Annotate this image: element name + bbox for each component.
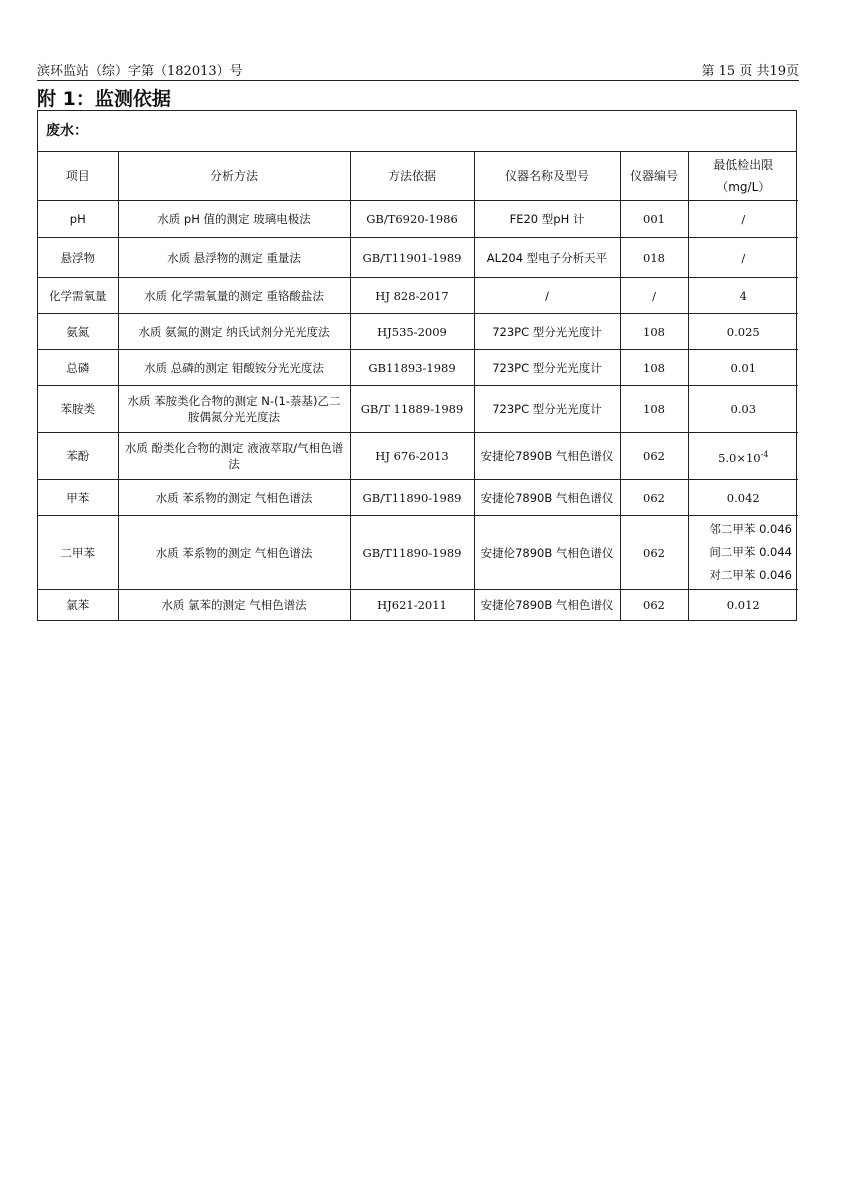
table-row [38,516,798,590]
cell-instrument: 723PC 型分光光度计 [474,350,620,386]
header-method: 分析方法 [118,152,350,201]
header-basis: 方法依据 [350,152,474,201]
method-table [38,152,798,620]
table-row [38,590,798,620]
table-row [38,238,798,278]
cell-number: 062 [620,480,688,516]
cell-number: 108 [620,350,688,386]
limit-ortho-xylene: 邻二甲苯 0.046 [709,522,792,536]
table-row [38,314,798,350]
cell-basis: GB/T11890-1989 [350,480,474,516]
cell-basis: HJ535-2009 [350,314,474,350]
cell-method: 水质 氨氮的测定 纳氏试剂分光光度法 [118,314,350,350]
header-limit-unit: （mg/L） [716,180,771,194]
cell-instrument: 安捷伦7890B 气相色谱仪 [474,516,620,590]
table-row [38,480,798,516]
cell-basis: HJ 828-2017 [350,278,474,314]
cell-limit: 0.03 [688,386,798,433]
table-row [38,386,798,433]
cell-basis: GB/T11890-1989 [350,516,474,590]
cell-method: 水质 总磷的测定 钼酸铵分光光度法 [118,350,350,386]
cell-limit: / [688,201,798,238]
cell-basis: GB/T11901-1989 [350,238,474,278]
cell-limit [688,516,798,590]
monitoring-basis-table [37,110,797,621]
table-row [38,201,798,238]
table-row [38,350,798,386]
header-item: 项目 [38,152,118,201]
cell-item: 化学需氧量 [38,278,118,314]
cell-method: 水质 pH 值的测定 玻璃电极法 [118,201,350,238]
limit-para-xylene: 对二甲苯 0.046 [709,568,792,582]
cell-method: 水质 苯系物的测定 气相色谱法 [118,480,350,516]
table-row [38,433,798,480]
cell-number: 001 [620,201,688,238]
cell-instrument: 723PC 型分光光度计 [474,386,620,433]
cell-basis: GB/T6920-1986 [350,201,474,238]
header-limit [688,152,798,201]
cell-method: 水质 氯苯的测定 气相色谱法 [118,590,350,620]
cell-method: 水质 悬浮物的测定 重量法 [118,238,350,278]
cell-instrument: FE20 型pH 计 [474,201,620,238]
cell-number: 062 [620,516,688,590]
cell-number: / [620,278,688,314]
header-limit-label: 最低检出限 [713,158,774,172]
cell-limit: 0.042 [688,480,798,516]
cell-limit: 4 [688,278,798,314]
limit-base: 5.0×10 [718,450,761,465]
cell-item: 二甲苯 [38,516,118,590]
table-category: 废水： [38,111,796,152]
cell-instrument: / [474,278,620,314]
cell-number: 062 [620,590,688,620]
cell-item: 总磷 [38,350,118,386]
cell-item: 苯胺类 [38,386,118,433]
limit-exponent: -4 [760,449,769,459]
cell-instrument: 安捷伦7890B 气相色谱仪 [474,590,620,620]
table-header-row [38,152,798,201]
cell-item: 甲苯 [38,480,118,516]
cell-basis: GB/T 11889-1989 [350,386,474,433]
header-instrument: 仪器名称及型号 [474,152,620,201]
cell-number: 062 [620,433,688,480]
page-info: 第 15 页 共19页 [701,64,799,79]
cell-limit [688,433,798,480]
report-code: 滨环监站（综）字第（182013）号 [37,64,243,79]
cell-method: 水质 苯系物的测定 气相色谱法 [118,516,350,590]
cell-method: 水质 化学需氧量的测定 重铬酸盐法 [118,278,350,314]
cell-number: 018 [620,238,688,278]
cell-item: 氯苯 [38,590,118,620]
table-row [38,278,798,314]
cell-limit: 0.01 [688,350,798,386]
header-number: 仪器编号 [620,152,688,201]
page-header [37,58,799,81]
cell-limit: / [688,238,798,278]
cell-item: 氨氮 [38,314,118,350]
cell-item: pH [38,201,118,238]
cell-method: 水质 酚类化合物的测定 液液萃取/气相色谱法 [118,433,350,480]
cell-basis: HJ621-2011 [350,590,474,620]
cell-instrument: 安捷伦7890B 气相色谱仪 [474,433,620,480]
cell-item: 悬浮物 [38,238,118,278]
cell-method: 水质 苯胺类化合物的测定 N-(1-萘基)乙二胺偶氮分光光度法 [118,386,350,433]
cell-item: 苯酚 [38,433,118,480]
cell-number: 108 [620,314,688,350]
cell-instrument: 安捷伦7890B 气相色谱仪 [474,480,620,516]
cell-limit: 0.012 [688,590,798,620]
cell-instrument: 723PC 型分光光度计 [474,314,620,350]
cell-limit: 0.025 [688,314,798,350]
section-title: 附 1：监测依据 [37,88,171,110]
cell-instrument: AL204 型电子分析天平 [474,238,620,278]
cell-basis: HJ 676-2013 [350,433,474,480]
cell-number: 108 [620,386,688,433]
cell-basis: GB11893-1989 [350,350,474,386]
limit-meta-xylene: 间二甲苯 0.044 [709,545,792,559]
